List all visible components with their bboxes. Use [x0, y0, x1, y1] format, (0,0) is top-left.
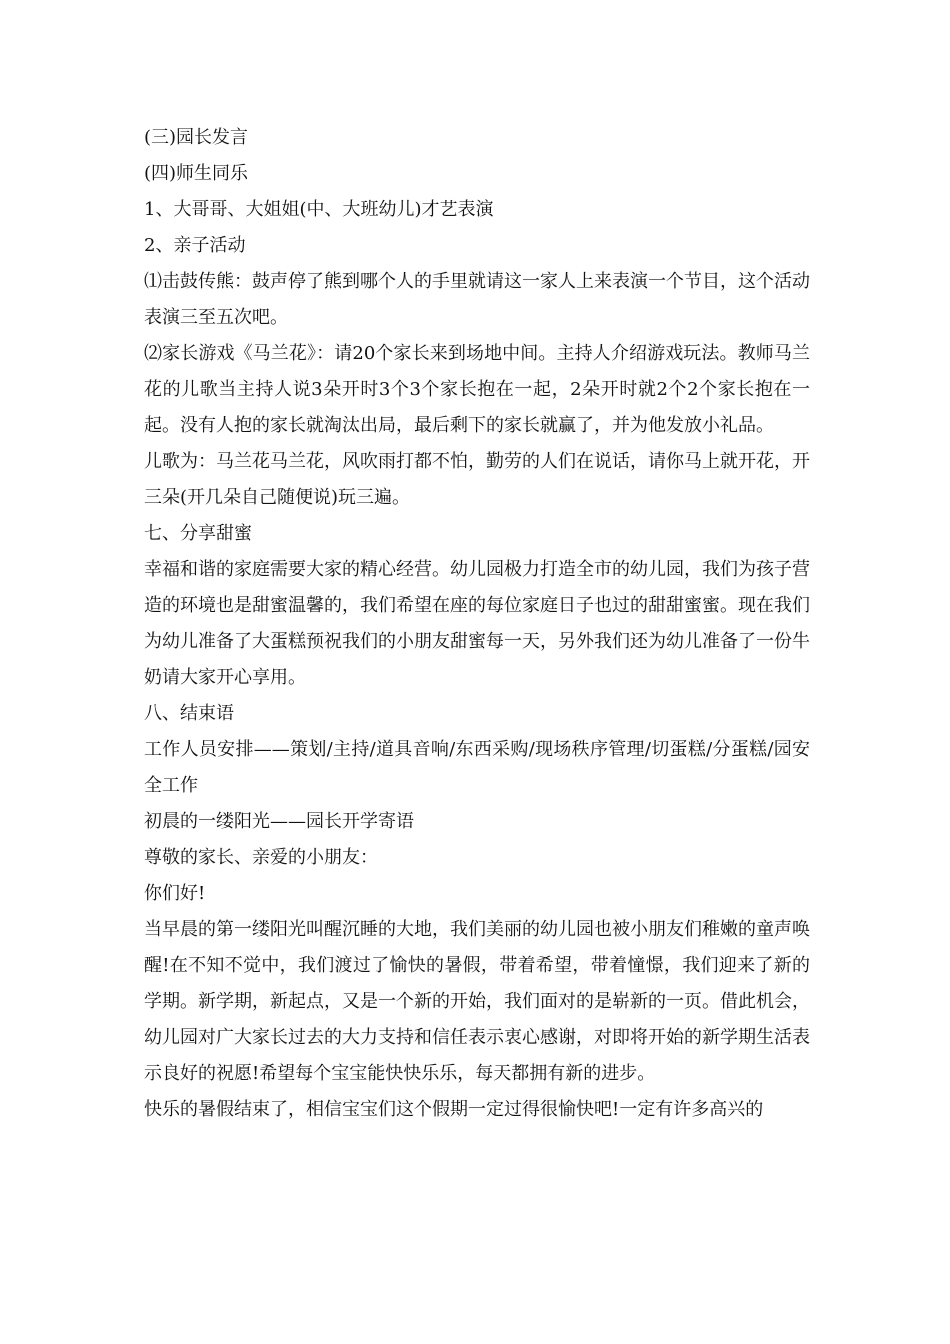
heading-principal-speech: (三)园长发言: [144, 127, 249, 148]
salutation: 尊敬的家长、亲爱的小朋友：: [144, 847, 378, 868]
heading-teachers-students-fun: (四)师生同乐: [144, 163, 249, 184]
item-parent-child-activity: 2、亲子活动: [144, 235, 246, 256]
heading-morning-sunlight: 初晨的一缕阳光——园长开学寄语: [144, 811, 414, 832]
document-body: [144, 120, 810, 1128]
paragraph-summer-ended: 快乐的暑假结束了，相信宝宝们这个假期一定过得很愉快吧!一定有许多高兴的: [144, 1099, 764, 1120]
paragraph-new-semester: 当早晨的第一缕阳光叫醒沉睡的大地，我们美丽的幼儿园也被小朋友们稚嫩的童声唤醒!在不知不觉中，我们渡过了愉快的暑假，带着希望，带着憧憬，我们迎来了新的学期。新学期，新起点，又是一个新的开始，我们面对的是崭新的一页。借此机会，幼儿园对广大家长过去的大力支持和信任表示衷心感谢，对即将开始的新学期生活表示良好的祝愿!希望每个宝宝能快快乐乐，每天都拥有新的进步。: [144, 919, 810, 1084]
paragraph-share-sweetness: 幸福和谐的家庭需要大家的精心经营。幼儿园极力打造全市的幼儿园，我们为孩子营造的环境也是甜蜜温馨的，我们希望在座的每位家庭日子也过的甜甜蜜蜜。现在我们为幼儿准备了大蛋糕预祝我们的小朋友甜蜜每一天，另外我们还为幼儿准备了一份牛奶请大家开心享用。: [144, 559, 810, 688]
paragraph-staff-arrangement: 工作人员安排——策划/主持/道具音响/东西采购/现场秩序管理/切蛋糕/分蛋糕/园安全工作: [144, 739, 810, 796]
heading-share-sweetness: 七、分享甜蜜: [144, 523, 252, 544]
item-talent-show: 1、大哥哥、大姐姐(中、大班幼儿)才艺表演: [144, 199, 494, 220]
heading-closing-remarks: 八、结束语: [144, 703, 234, 724]
paragraph-malan-flower-game: ⑵家长游戏《马兰花》：请20个家长来到场地中间。主持人介绍游戏玩法。教师马兰花的儿歌当主持人说3朵开时3个3个家长抱在一起，2朵开时就2个2个家长抱在一起。没有人抱的家长就淘汰出局，最后剩下的家长就赢了，并为他发放小礼品。: [144, 343, 810, 436]
paragraph-nursery-rhyme: 儿歌为：马兰花马兰花，风吹雨打都不怕，勤劳的人们在说话，请你马上就开花，开三朵(开几朵自己随便说)玩三遍。: [144, 451, 810, 508]
greeting: 你们好!: [144, 883, 206, 904]
paragraph-drum-pass-bear: ⑴击鼓传熊：鼓声停了熊到哪个人的手里就请这一家人上来表演一个节目，这个活动表演三至五次吧。: [144, 271, 810, 328]
